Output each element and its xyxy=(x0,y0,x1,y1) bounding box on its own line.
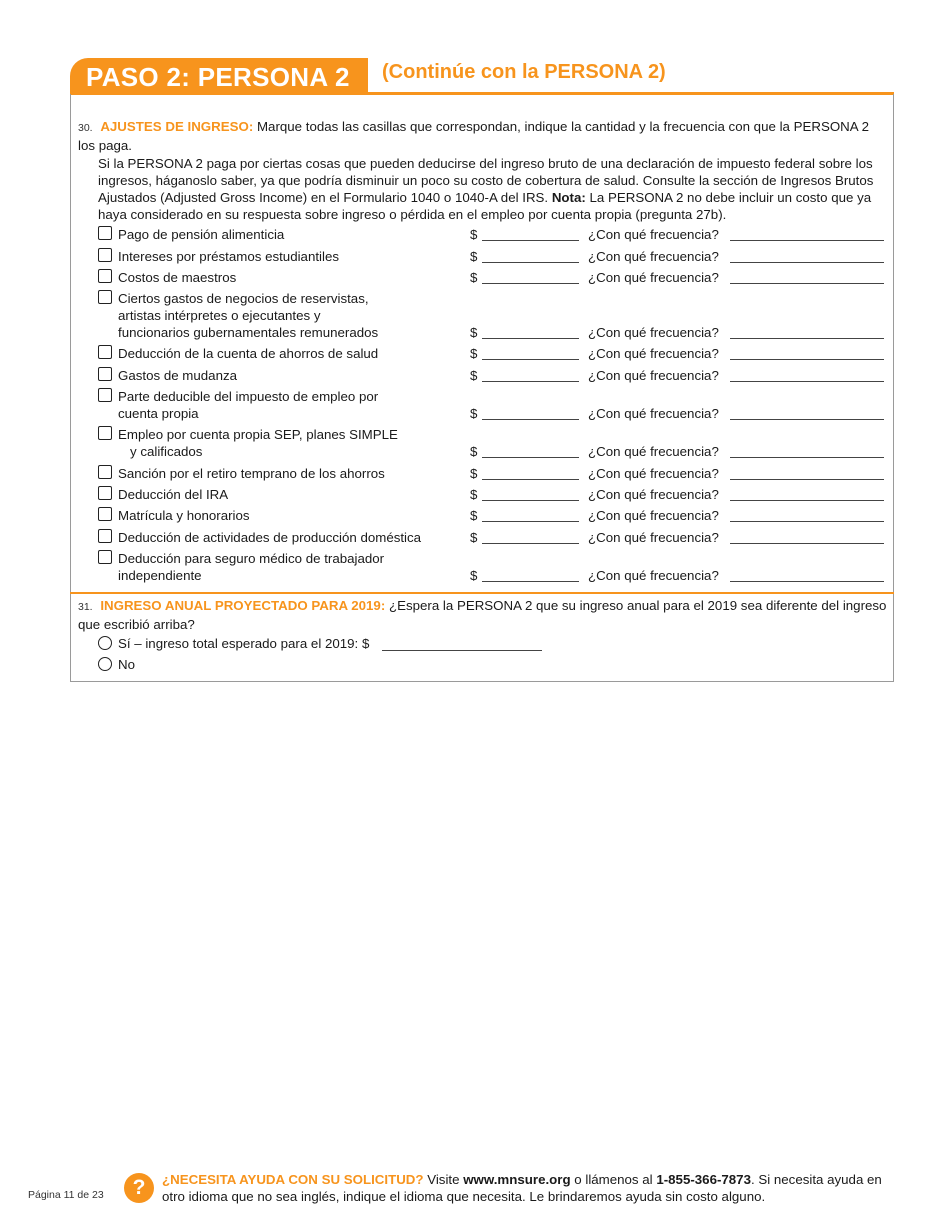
note-label: Nota: xyxy=(551,190,586,205)
amount-field[interactable] xyxy=(482,529,579,544)
frequency-field[interactable] xyxy=(730,367,884,382)
frequency-field[interactable] xyxy=(730,324,884,339)
checkbox[interactable] xyxy=(98,529,112,543)
yes-label: Sí – ingreso total esperado para el 2019: $ xyxy=(118,636,370,651)
question-body-text: Si la PERSONA 2 paga por ciertas cosas que pueden deducirse del ingreso bruto de una declaración de impuesto federal sobre los ingresos, háganoslo saber, ya que podría disminuir un poco su costo de cobertura de salud. Consulte la sección de Ingresos Brutos Ajustados (Adjusted Gross Income) en el Formulario 1040 o 1040-A del IRS. xyxy=(98,156,874,205)
dollar-sign: $ xyxy=(470,530,478,545)
frequency-label: ¿Con qué frecuencia? xyxy=(588,249,719,264)
frequency-label: ¿Con qué frecuencia? xyxy=(588,530,719,545)
question-instruction: Marque todas las casillas que correspondan, indique la cantidad y la frecuencia con que la PERSONA 2 los paga. xyxy=(78,119,869,153)
frequency-field[interactable] xyxy=(730,465,884,480)
adjustment-label: Gastos de mudanza xyxy=(118,368,238,383)
question-title: INGRESO ANUAL PROYECTADO PARA 2019: xyxy=(100,598,386,613)
dollar-sign: $ xyxy=(470,270,478,285)
section-divider xyxy=(70,592,894,594)
dollar-sign: $ xyxy=(470,508,478,523)
dollar-sign: $ xyxy=(470,466,478,481)
frequency-field[interactable] xyxy=(730,507,884,522)
amount-field[interactable] xyxy=(482,248,579,263)
adjustment-label: Costos de maestros xyxy=(118,270,237,285)
help-text xyxy=(162,1171,892,1205)
amount-field[interactable] xyxy=(482,405,579,420)
frequency-label: ¿Con qué frecuencia? xyxy=(588,406,719,421)
question-number: 30. xyxy=(78,122,93,134)
help-rest: . Si necesita ayuda en otro idioma que no sea inglés, indique el idioma que necesita. Le brindaremos ayuda sin costo alguno. xyxy=(162,1172,882,1204)
adjustment-label: artistas intérpretes o ejecutantes y xyxy=(118,308,321,323)
expected-income-field[interactable] xyxy=(382,635,542,651)
amount-field[interactable] xyxy=(482,324,579,339)
frequency-field[interactable] xyxy=(730,443,884,458)
checkbox[interactable] xyxy=(98,426,112,440)
frequency-label: ¿Con qué frecuencia? xyxy=(588,444,719,459)
amount-field[interactable] xyxy=(482,486,579,501)
dollar-sign: $ xyxy=(470,368,478,383)
adjustment-label: cuenta propia xyxy=(118,406,199,421)
adjustment-label: Matrícula y honorarios xyxy=(118,508,250,523)
checkbox[interactable] xyxy=(98,388,112,402)
frequency-field[interactable] xyxy=(730,269,884,284)
amount-field[interactable] xyxy=(482,443,579,458)
frequency-label: ¿Con qué frecuencia? xyxy=(588,508,719,523)
adjustment-label: independiente xyxy=(118,568,202,583)
no-label: No xyxy=(118,657,135,672)
yes-radio[interactable] xyxy=(98,636,112,650)
checkbox[interactable] xyxy=(98,465,112,479)
dollar-sign: $ xyxy=(470,325,478,340)
note-text: La PERSONA 2 no debe incluir un costo que ya haya considerado en su respuesta sobre ingreso o pérdida en el empleo por cuenta propia (pregunta 27b). xyxy=(98,190,872,222)
help-call: o llámenos al xyxy=(574,1172,653,1187)
amount-field[interactable] xyxy=(482,226,579,241)
amount-field[interactable] xyxy=(482,345,579,360)
amount-field[interactable] xyxy=(482,269,579,284)
amount-field[interactable] xyxy=(482,567,579,582)
adjustment-label: Deducción para seguro médico de trabajador xyxy=(118,551,385,566)
checkbox[interactable] xyxy=(98,345,112,359)
adjustment-label: Ciertos gastos de negocios de reservistas, xyxy=(118,291,369,306)
page-footer xyxy=(0,1165,950,1215)
question-30-body xyxy=(98,155,888,223)
frequency-field[interactable] xyxy=(730,345,884,360)
adjustment-label: Parte deducible del impuesto de empleo por xyxy=(118,389,379,404)
adjustment-label: Deducción de la cuenta de ahorros de salud xyxy=(118,346,379,361)
dollar-sign: $ xyxy=(470,346,478,361)
adjustment-label: funcionarios gubernamentales remunerados xyxy=(118,325,379,340)
question-title: AJUSTES DE INGRESO: xyxy=(100,119,254,134)
help-visit: Visite xyxy=(427,1172,460,1187)
checkbox[interactable] xyxy=(98,290,112,304)
frequency-label: ¿Con qué frecuencia? xyxy=(588,346,719,361)
no-radio[interactable] xyxy=(98,657,112,671)
checkbox[interactable] xyxy=(98,507,112,521)
frequency-label: ¿Con qué frecuencia? xyxy=(588,368,719,383)
option-no-row xyxy=(98,656,198,673)
amount-field[interactable] xyxy=(482,465,579,480)
dollar-sign: $ xyxy=(470,568,478,583)
page-number: Página 11 de 23 xyxy=(28,1189,104,1201)
frequency-field[interactable] xyxy=(730,567,884,582)
frequency-label: ¿Con qué frecuencia? xyxy=(588,487,719,502)
frequency-field[interactable] xyxy=(730,529,884,544)
adjustment-label: Sanción por el retiro temprano de los ahorros xyxy=(118,466,385,481)
adjustment-label: Intereses por préstamos estudiantiles xyxy=(118,249,339,264)
adjustment-label: Pago de pensión alimenticia xyxy=(118,227,285,242)
frequency-label: ¿Con qué frecuencia? xyxy=(588,568,719,583)
amount-field[interactable] xyxy=(482,367,579,382)
checkbox[interactable] xyxy=(98,367,112,381)
dollar-sign: $ xyxy=(470,406,478,421)
checkbox[interactable] xyxy=(98,248,112,262)
checkbox[interactable] xyxy=(98,226,112,240)
frequency-field[interactable] xyxy=(730,226,884,241)
dollar-sign: $ xyxy=(470,249,478,264)
step-title: PASO 2: PERSONA 2 xyxy=(70,58,368,94)
dollar-sign: $ xyxy=(470,487,478,502)
help-question-icon: ? xyxy=(124,1173,154,1203)
checkbox[interactable] xyxy=(98,269,112,283)
adjustment-label: Deducción del IRA xyxy=(118,487,229,502)
frequency-label: ¿Con qué frecuencia? xyxy=(588,466,719,481)
adjustment-label: Deducción de actividades de producción doméstica xyxy=(118,530,422,545)
question-number: 31. xyxy=(78,601,93,613)
checkbox[interactable] xyxy=(98,486,112,500)
frequency-label: ¿Con qué frecuencia? xyxy=(588,270,719,285)
help-url-link[interactable]: www.mnsure.org xyxy=(463,1172,571,1187)
frequency-field[interactable] xyxy=(730,405,884,420)
frequency-label: ¿Con qué frecuencia? xyxy=(588,227,719,242)
question-31-heading xyxy=(78,597,888,633)
help-title: ¿NECESITA AYUDA CON SU SOLICITUD? xyxy=(162,1172,424,1187)
option-yes-row xyxy=(98,635,558,652)
step-subtitle: (Continúe con la PERSONA 2) xyxy=(382,61,666,83)
dollar-sign: $ xyxy=(470,444,478,459)
help-phone: 1-855-366-7873 xyxy=(656,1172,751,1187)
checkbox[interactable] xyxy=(98,550,112,564)
adjustment-label: y calificados xyxy=(130,444,203,459)
frequency-field[interactable] xyxy=(730,486,884,501)
frequency-field[interactable] xyxy=(730,248,884,263)
amount-field[interactable] xyxy=(482,507,579,522)
section-header xyxy=(70,58,894,94)
question-30-heading xyxy=(78,118,884,154)
dollar-sign: $ xyxy=(470,227,478,242)
adjustment-label: Empleo por cuenta propia SEP, planes SIMPLE xyxy=(118,427,398,442)
frequency-label: ¿Con qué frecuencia? xyxy=(588,325,719,340)
question-text: ¿Espera la PERSONA 2 que su ingreso anual para el 2019 sea diferente del ingreso que escribió arriba? xyxy=(78,598,887,632)
